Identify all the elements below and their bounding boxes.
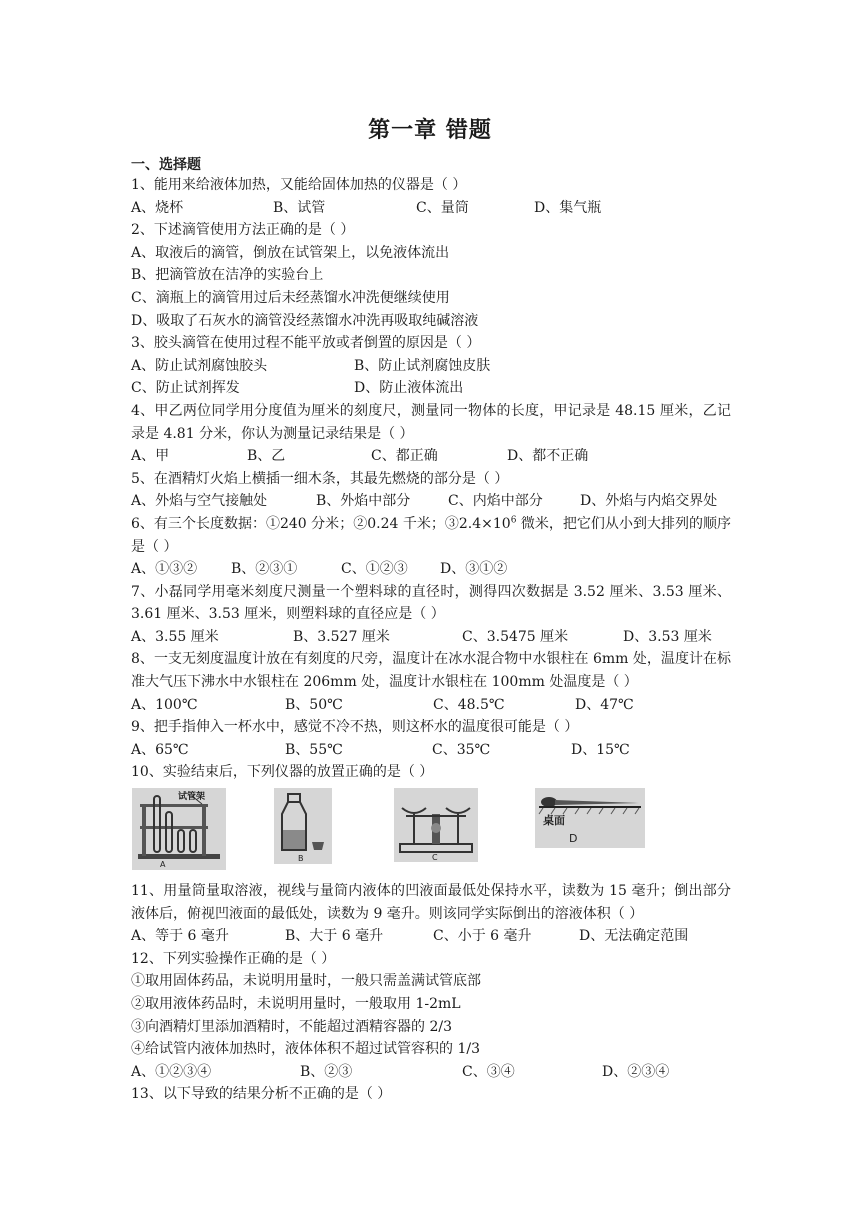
option-c: C、35℃ xyxy=(432,741,491,758)
question-3-options xyxy=(131,355,731,378)
option-b: B、50℃ xyxy=(285,696,343,713)
option-b: B、55℃ xyxy=(285,741,343,758)
option-d: D、吸取了石灰水的滴管没经蒸馏水冲洗再吸取纯碱溶液 xyxy=(131,312,479,329)
exponent: 6 xyxy=(510,515,517,526)
question-1-options xyxy=(131,197,731,220)
option-c: C、防止试剂挥发 xyxy=(131,380,240,397)
option-c: C、3.5475 厘米 xyxy=(462,628,569,645)
question-9-options xyxy=(131,739,731,762)
option-b: B、防止试剂腐蚀皮肤 xyxy=(354,357,491,374)
question-11-options xyxy=(131,925,731,948)
question-12-options xyxy=(131,1061,731,1084)
option-b: B、3.527 厘米 xyxy=(293,628,390,645)
option-b: B、乙 xyxy=(247,448,286,465)
option-a: A、甲 xyxy=(131,448,170,465)
question-3-stem: 3、胶头滴管在使用过程不能平放或者倒置的原因是（ ） xyxy=(131,335,481,352)
question-9-stem: 9、把手指伸入一杯水中，感觉不冷不热，则这杯水的温度很可能是（ ） xyxy=(131,719,579,736)
option-d: D、3.53 厘米 xyxy=(623,628,712,645)
option-d: D、防止液体流出 xyxy=(354,380,464,397)
statement-4: ④给试管内液体加热时，液体体积不超过试管容积的 1/3 xyxy=(131,1041,480,1058)
option-d: D、无法确定范围 xyxy=(579,928,689,945)
option-b: B、②③ xyxy=(300,1063,353,1080)
option-a: A、等于 6 毫升 xyxy=(131,928,229,945)
question-7-stem: 7、小磊同学用毫米刻度尺测量一个塑料球的直径时，测得四次数据是 3.52 厘米、3.53 厘米、3.61 厘米、3.53 厘米，则塑料球的直径应是（ ） xyxy=(131,583,731,623)
statement-3: ③向酒精灯里添加酒精时，不能超过酒精容器的 2/3 xyxy=(131,1018,452,1035)
question-12-stem: 12、下列实验操作正确的是（ ） xyxy=(131,950,336,967)
option-b: B、②③① xyxy=(231,561,298,578)
option-a: A、①③② xyxy=(131,561,198,578)
question-3-options-2 xyxy=(131,377,731,400)
option-c: C、①②③ xyxy=(341,561,408,578)
option-c: C、内焰中部分 xyxy=(448,493,543,510)
section-heading: 一、选择题 xyxy=(131,157,201,173)
rack-label: 试管架 xyxy=(178,792,206,803)
option-b: B、把滴管放在洁净的实验台上 xyxy=(131,267,324,284)
figure-b-reagent-bottle xyxy=(274,788,332,864)
option-c: C、量筒 xyxy=(416,199,469,216)
question-7-options xyxy=(131,626,731,649)
figure-d-dropper-on-table xyxy=(535,788,645,848)
question-4-options xyxy=(131,445,731,468)
option-a: A、3.55 厘米 xyxy=(131,628,219,645)
question-10-figures xyxy=(131,788,731,880)
option-c: C、48.5℃ xyxy=(433,696,505,713)
figure-letter: B xyxy=(298,854,304,864)
option-a: A、①②③④ xyxy=(131,1063,212,1080)
figure-letter: D xyxy=(569,832,578,846)
option-d: D、集气瓶 xyxy=(534,199,602,216)
option-c: C、③④ xyxy=(462,1063,515,1080)
figure-a-test-tube-rack xyxy=(132,788,226,870)
option-d: D、都不正确 xyxy=(507,448,589,465)
table-label: 桌面 xyxy=(543,814,565,828)
question-8-stem: 8、一支无刻度温度计放在有刻度的尺旁，温度计在冰水混合物中水银柱在 6mm 处，温度计在标准大气压下沸水中水银柱在 206mm 处，温度计水银柱在 100mm 处温度是（ ） xyxy=(131,651,731,691)
option-d: D、15℃ xyxy=(571,741,630,758)
option-b: B、试管 xyxy=(273,199,326,216)
option-a: A、取液后的滴管，倒放在试管架上，以免液体流出 xyxy=(131,244,450,261)
stem-text: 6、有三个长度数据：①240 分米；②0.24 千米；③2.4×10 xyxy=(131,515,511,532)
question-8-options xyxy=(131,694,731,717)
option-a: A、烧杯 xyxy=(131,199,184,216)
question-6-stem xyxy=(131,513,731,558)
figure-letter: A xyxy=(160,860,166,870)
statement-2: ②取用液体药品时，未说明用量时，一般取用 1-2mL xyxy=(131,996,461,1012)
question-2-stem: 2、下述滴管使用方法正确的是（ ） xyxy=(131,222,355,239)
option-d: D、47℃ xyxy=(575,696,634,713)
question-list xyxy=(131,174,731,1106)
figure-c-balance xyxy=(394,788,478,862)
page-title: 第一章 错题 xyxy=(368,117,492,143)
statement-1: ①取用固体药品，未说明用量时，一般只需盖满试管底部 xyxy=(131,973,481,990)
option-a: A、65℃ xyxy=(131,741,189,758)
option-a: A、100℃ xyxy=(131,696,198,713)
question-1-stem: 1、能用来给液体加热，又能给固体加热的仪器是（ ） xyxy=(131,177,467,193)
question-13-stem: 13、以下导致的结果分析不正确的是（ ） xyxy=(131,1086,392,1103)
stem-text: 微米，把它们从小到大排列的顺序是（ ） xyxy=(131,515,731,555)
reagent-bottle-icon xyxy=(274,788,332,864)
option-d: D、②③④ xyxy=(602,1063,670,1080)
question-10-stem: 10、实验结束后，下列仪器的放置正确的是（ ） xyxy=(131,764,434,781)
dropper-icon xyxy=(535,788,645,848)
test-tube-rack-icon xyxy=(132,788,226,870)
question-4-stem: 4、甲乙两位同学用分度值为厘米的刻度尺，测量同一物体的长度，甲记录是 48.15 厘米，乙记录是 4.81 分米，你认为测量记录结果是（ ） xyxy=(131,402,731,442)
question-11-stem: 11、用量筒量取溶液，视线与量筒内液体的凹液面最低处保持水平，读数为 15 毫升；倒出部分液体后，俯视凹液面的最低处，读数为 9 毫升。则该同学实际倒出的溶液体积（ ） xyxy=(131,883,731,922)
question-5-stem: 5、在酒精灯火焰上横插一细木条，其最先燃烧的部分是（ ） xyxy=(131,470,509,487)
option-c: C、滴瓶上的滴管用过后未经蒸馏水冲洗便继续使用 xyxy=(131,289,450,306)
option-a: A、防止试剂腐蚀胶头 xyxy=(131,357,268,374)
figure-letter: C xyxy=(432,853,438,863)
option-c: C、小于 6 毫升 xyxy=(433,928,532,945)
option-b: B、外焰中部分 xyxy=(316,493,411,510)
option-b: B、大于 6 毫升 xyxy=(285,928,384,945)
option-d: D、外焰与内焰交界处 xyxy=(580,493,718,510)
option-c: C、都正确 xyxy=(371,448,438,465)
balance-icon xyxy=(394,788,478,862)
question-6-options xyxy=(131,558,731,581)
option-a: A、外焰与空气接触处 xyxy=(131,493,268,510)
option-d: D、③①② xyxy=(440,561,508,578)
question-5-options xyxy=(131,490,731,513)
